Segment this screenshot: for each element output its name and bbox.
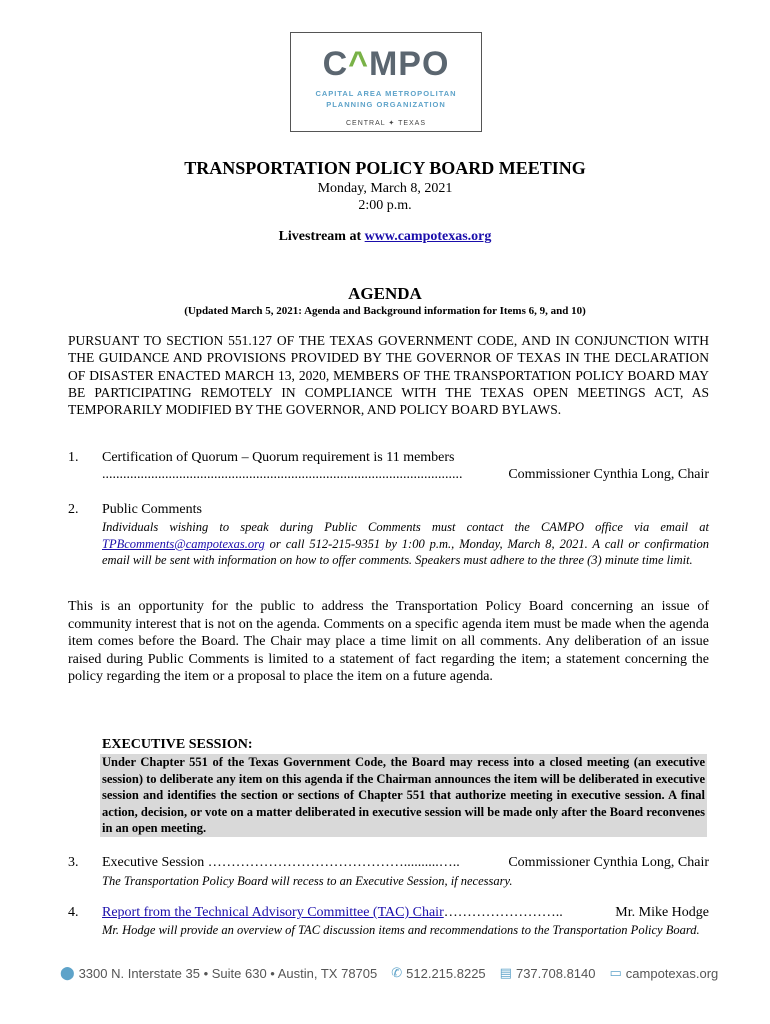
location-pin-icon: ⬤ bbox=[60, 965, 75, 980]
item-3-title: Executive Session ……………………………………..........….. bbox=[102, 855, 460, 870]
item-1-presenter: Commissioner Cynthia Long, Chair bbox=[508, 467, 709, 482]
email-link[interactable]: TPBcomments@campotexas.org bbox=[102, 536, 265, 551]
footer-contact bbox=[60, 965, 720, 981]
leader-dots: ....................................................................................................... bbox=[102, 467, 463, 482]
logo-region: CENTRAL ✦ TEXAS bbox=[345, 120, 427, 127]
fax-icon: ▤ bbox=[499, 965, 512, 980]
item-1-presenter-line bbox=[102, 467, 709, 483]
campo-logo bbox=[290, 32, 482, 132]
item-3-presenter: Commissioner Cynthia Long, Chair bbox=[508, 855, 709, 870]
public-comments-paragraph: This is an opportunity for the public to address the Transportation Policy Board concerning an issue of community interest that is not on the agenda. Comments on a specific agenda item must be made when the agenda item comes before the Board. The Chair may place a time limit on all comments. Any deliberation of an issue raised during Public Comments is limited to a statement of fact regarding the item; a statement concerning the policy regarding the item or a proposal to place the item on a future agenda. bbox=[68, 599, 709, 684]
item-number: 3. bbox=[68, 855, 79, 870]
meeting-time: 2:00 p.m. bbox=[358, 198, 412, 213]
item-number: 4. bbox=[68, 905, 79, 920]
chevron-a-icon: ^ bbox=[348, 45, 369, 83]
meeting-date: Monday, March 8, 2021 bbox=[317, 181, 453, 196]
item-4-presenter: Mr. Mike Hodge bbox=[615, 905, 709, 920]
item-3-description: The Transportation Policy Board will recess to an Executive Session, if necessary. bbox=[102, 874, 513, 888]
monitor-icon: ▭ bbox=[609, 965, 622, 980]
logo-wordmark: C^MPO bbox=[322, 45, 450, 83]
item-number: 1. bbox=[68, 450, 79, 465]
footer-fax: ▤ 737.708.8140 bbox=[499, 965, 596, 981]
item-4-line bbox=[102, 905, 709, 921]
livestream-line: Livestream at www.campotexas.org bbox=[278, 229, 492, 244]
item-4-description: Mr. Hodge will provide an overview of TAC discussion items and recommendations to the Transportation Policy Board. bbox=[102, 923, 700, 937]
item-number: 2. bbox=[68, 502, 79, 517]
footer-address: ⬤ 3300 N. Interstate 35 • Suite 630 • Austin, TX 78705 bbox=[60, 965, 378, 981]
updated-note: (Updated March 5, 2021: Agenda and Background information for Items 6, 9, and 10) bbox=[184, 305, 586, 317]
phone-icon: ✆ bbox=[391, 965, 403, 980]
item-1-title: Certification of Quorum – Quorum requirement is 11 members bbox=[102, 450, 455, 465]
footer-phone: ✆ 512.215.8225 bbox=[391, 965, 486, 981]
pursuant-statement: PURSUANT TO SECTION 551.127 OF THE TEXAS GOVERNMENT CODE, AND IN CONJUNCTION WITH THE GUIDANCE AND PROVISIONS PROVIDED BY THE GOVERNOR OF TEXAS IN THE DECLARATION OF DISASTER ENACTED MARCH 13, 2020, MEMBERS OF THE TRANSPORTATION POLICY BOARD MAY BE PARTICIPATING REMOTELY IN COMPLIANCE WITH THE TEXAS OPEN MEETINGS ACT, AS TEMPORARILY MODIFIED BY THE GOVERNOR, AND POLICY BOARD BYLAWS. bbox=[68, 333, 709, 418]
footer-web[interactable]: ▭ campotexas.org bbox=[609, 965, 719, 981]
tac-report-link[interactable]: Report from the Technical Advisory Committee (TAC) Chair bbox=[102, 905, 444, 920]
item-2-title: Public Comments bbox=[102, 502, 202, 517]
leader-dots: …………………….. bbox=[443, 905, 563, 920]
executive-session-heading: EXECUTIVE SESSION: bbox=[102, 737, 253, 752]
page-title: TRANSPORTATION POLICY BOARD MEETING bbox=[184, 158, 586, 178]
logo-subtitle-2: PLANNING ORGANIZATION bbox=[326, 100, 446, 109]
agenda-heading: AGENDA bbox=[348, 284, 422, 303]
livestream-link[interactable]: www.campotexas.org bbox=[364, 229, 492, 244]
texas-icon: ✦ bbox=[388, 120, 396, 127]
executive-session-text: Under Chapter 551 of the Texas Government Code, the Board may recess into a closed meeting (an executive session) to deliberate any item on this agenda if the Chairman announces the item will be deliberated in executive session and identifies the section or sections of Chapter 551 that authorize meeting in executive session. A final action, decision, or vote on a matter deliberated in executive session will be made only after the Board reconvenes in an open meeting. bbox=[102, 755, 705, 835]
item-2-description: Individuals wishing to speak during Public Comments must contact the CAMPO office via email at TPBcomments@campotexas.org or call 512-215-9351 by 1:00 p.m., Monday, March 8, 2021. A call or confirmation email will be sent with information on how to offer comments. Speakers must adhere to the three (3) minute time limit. bbox=[102, 520, 709, 567]
logo-subtitle-1: CAPITAL AREA METROPOLITAN bbox=[315, 89, 457, 98]
item-3-line bbox=[102, 855, 709, 871]
